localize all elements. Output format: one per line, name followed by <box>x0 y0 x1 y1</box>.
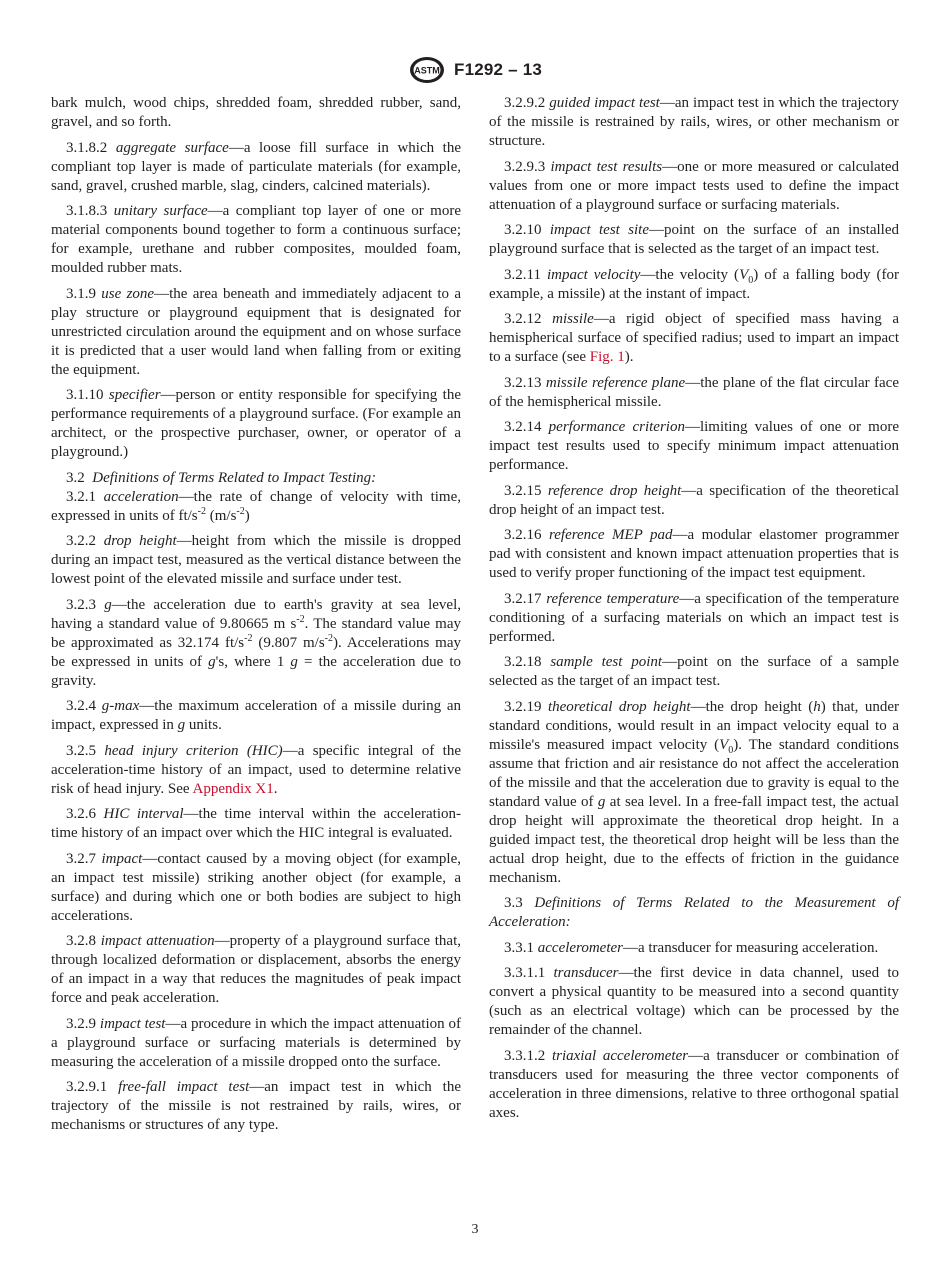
paragraph: bark mulch, wood chips, shredded foam, shredded rubber, sand, gravel, and so forth. <box>51 95 461 130</box>
right-column <box>489 94 899 1129</box>
section-heading-impact-testing: 3.2 Definitions of Terms Related to Impact Testing: <box>66 469 377 486</box>
page-header <box>0 55 950 85</box>
document-designation: F1292 – 13 <box>453 60 542 79</box>
definition-use-zone: 3.1.9 use zone—the area beneath and immediately adjacent to a play structure or playground equipment that is designated for unrestricted circulation around the equipment and on whose surface it is predicted that a user would land when falling from or exiting the equipment. <box>51 285 461 378</box>
definition-impact-test-results: 3.2.9.3 impact test results—one or more measured or calculated values from one or more impact tests used to define the impact attenuation of a playground surface or surfacing materials. <box>489 158 900 213</box>
definition-hic-interval: 3.2.6 HIC interval—the time interval within the acceleration-time history of an impact over which the HIC integral is evaluated. <box>51 806 461 841</box>
logo-text: ASTM <box>414 65 440 76</box>
definition-acceleration: 3.2.1 acceleration—the rate of change of velocity with time, expressed in units of $ft/s^{-2}$ $(m/s^{-2})$ <box>51 488 461 524</box>
definition-guided-impact-test: 3.2.9.2 guided impact test—an impact test in which the trajectory of the missile is restrained by rails, wires, or other mechanism or structure. <box>489 95 900 149</box>
definition-transducer: 3.3.1.1 transducer—the first device in data channel, used to convert a physical quantity to be measured into a second quantity (such as an electrical voltage) which can be processed by the remainder of the channel. <box>489 965 899 1038</box>
fig-1-link[interactable]: Fig. 1 <box>589 349 625 365</box>
definition-aggregate-surface: 3.1.8.2 aggregate surface—a loose fill surface in which the compliant top layer is made of particulate materials (for example, sand, gravel, crushed marble, slag, cinders, calcined materials). <box>51 139 462 194</box>
definition-unitary-surface: 3.1.8.3 unitary surface—a compliant top layer of one or more material components bound together to form a continuous surface; for example, urethane and rubber composites, moulded foam, moulded rubber mats. <box>51 203 461 276</box>
definition-impact-test: 3.2.9 impact test—a procedure in which the impact attenuation of a playground surface or surfacing materials is determined by measuring the acceleration of a missile dropped onto the surface. <box>51 1015 462 1070</box>
definition-theoretical-drop-height: 3.2.19 theoretical drop height—the drop height (h) that, under standard conditions, would result in an impact velocity equal to a missile's measured impact velocity $(V_0)$. The standard conditions assume that friction and air resistance do not affect the acceleration of the missile and that the acceleration due to gravity is equal to the standard value of g at sea level. In a free-fall impact test, the actual drop height will approximate the theoretical drop height. In a guided impact test, the theoretical drop height will be less than the actual drop height, due to the effects of friction in the guidance mechanism. <box>489 698 900 886</box>
definition-impact: 3.2.7 impact—contact caused by a moving object (for example, an impact test missile) striking another object (for example, a surface) and during which one or both bodies are subject to high accelerations. <box>51 850 461 924</box>
definition-accelerometer: 3.3.1 accelerometer—a transducer for measuring acceleration. <box>504 939 879 956</box>
definition-g: 3.2.3 g—the acceleration due to earth's gravity at sea level, having a standard value of 9.80665 m $s^{-2}$. The standard value may be approximated as 32.174 $ft/s^{-2}$ (9.807 $m/s^{-2}$). Accelerations may be expressed in units of g's, where 1 g = the acceleration due to gravity. <box>51 596 461 689</box>
definition-reference-drop-height: 3.2.15 reference drop height—a specification of the theoretical drop height of an impact test. <box>489 482 899 518</box>
definition-sample-test-point: 3.2.18 sample test point—point on the surface of a sample selected as the target of an impact test. <box>489 654 899 689</box>
definition-impact-test-site: 3.2.10 impact test site—point on the surface of an installed playground surface that is selected as the target of an impact test. <box>489 222 899 257</box>
section-heading-acceleration-measurement: 3.3 Definitions of Terms Related to the Measurement of Acceleration: <box>489 895 899 930</box>
definition-reference-mep-pad: 3.2.16 reference MEP pad—a modular elastomer programmer pad with consistent and known impact attenuation properties that is used to verify proper functioning of the impact test equipment. <box>489 527 900 581</box>
astm-logo-icon <box>408 55 446 85</box>
definition-missile: 3.2.12 missile—a rigid object of specified mass having a hemispherical surface of specified radius; used to impart an impact to a surface (see Fig. 1). <box>489 311 899 365</box>
definition-missile-reference-plane: 3.2.13 missile reference plane—the plane of the flat circular face of the hemispherical missile. <box>489 374 899 410</box>
definition-free-fall-impact-test: 3.2.9.1 free-fall impact test—an impact test in which the trajectory of the missile is not restrained by rails, wires, or mechanisms or structures of any type. <box>51 1079 461 1133</box>
definition-specifier: 3.1.10 specifier—person or entity responsible for specifying the performance requirements of a playground surface. (For example an architect, or the prospective purchaser, owner, or operator of a playground.) <box>51 387 462 460</box>
definition-drop-height: 3.2.2 drop height—height from which the missile is dropped during an impact test, measured as the vertical distance between the lowest point of the elevated missile and surface under test. <box>51 533 462 587</box>
page-number: 3 <box>471 1222 479 1237</box>
definition-g-max: 3.2.4 g-max—the maximum acceleration of a missile during an impact, expressed in g units. <box>51 698 462 733</box>
definition-impact-attenuation: 3.2.8 impact attenuation—property of a playground surface that, through localized deformation or displacement, absorbs the energy of an impact in a way that reduces the magnitudes of peak impact force and peak acceleration. <box>51 933 461 1006</box>
appendix-x1-link[interactable]: Appendix X1 <box>192 780 274 797</box>
definition-performance-criterion: 3.2.14 performance criterion—limiting values of one or more impact test results used to specify minimum impact attenuation performance. <box>489 419 900 473</box>
definition-triaxial-accelerometer: 3.3.1.2 triaxial accelerometer—a transducer or combination of transducers used for measuring the three vector components of acceleration in three dimensions, relative to three orthogonal spatial axes. <box>489 1047 900 1121</box>
definition-reference-temperature: 3.2.17 reference temperature—a specification of the temperature conditioning of a surfacing materials on which an impact test is performed. <box>489 590 899 645</box>
definition-hic: 3.2.5 head injury criterion (HIC)—a specific integral of the acceleration-time history of an impact, used to determine relative risk of head injury. See Appendix X1. <box>51 742 461 797</box>
left-column <box>51 94 461 1142</box>
definition-impact-velocity: 3.2.11 impact velocity—the velocity $(V_0)$ of a falling body (for example, a missile) at the instant of impact. <box>489 266 900 302</box>
